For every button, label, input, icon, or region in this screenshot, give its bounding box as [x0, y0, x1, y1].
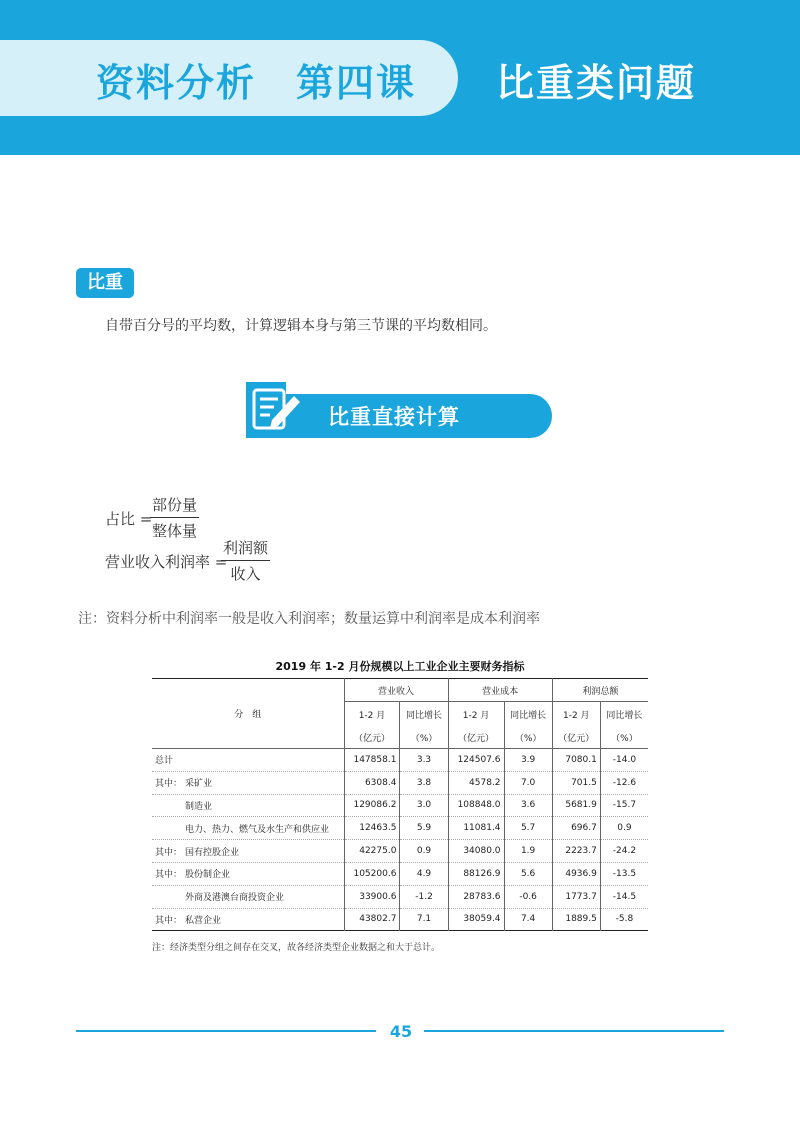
- row-value: 42275.0: [344, 840, 400, 863]
- row-value: 2223.7: [552, 840, 600, 863]
- row-label: 采矿业: [185, 779, 213, 790]
- formula-margin-lhs: 营业收入利润率 =: [105, 553, 228, 571]
- row-category: [152, 885, 344, 908]
- row-value: 5.9: [400, 817, 448, 840]
- sub-header: 1-2 月: [552, 702, 600, 727]
- row-value: 7.4: [504, 908, 552, 931]
- row-value: -15.7: [600, 794, 648, 817]
- page-number: 45: [389, 1022, 413, 1041]
- row-value: 696.7: [552, 817, 600, 840]
- row-value: -14.5: [600, 885, 648, 908]
- row-value: -0.6: [504, 885, 552, 908]
- profit-rate-note: 注：资料分析中利润率一般是收入利润率；数量运算中利润率是成本利润率: [78, 611, 540, 627]
- row-value: 1773.7: [552, 885, 600, 908]
- row-label: 电力、热力、燃气及水生产和供应业: [185, 824, 330, 835]
- row-value: -5.8: [600, 908, 648, 931]
- row-value: 6308.4: [344, 771, 400, 794]
- row-value: 88126.9: [448, 862, 504, 885]
- row-value: 4.9: [400, 862, 448, 885]
- row-category: [152, 908, 344, 931]
- row-value: -14.0: [600, 749, 648, 772]
- footer-line-left: [76, 1030, 376, 1032]
- row-value: -12.6: [600, 771, 648, 794]
- row-prefix: 其中：: [155, 779, 183, 790]
- row-value: -1.2: [400, 885, 448, 908]
- row-value: 3.6: [504, 794, 552, 817]
- row-value: 7080.1: [552, 749, 600, 772]
- row-value: 3.8: [400, 771, 448, 794]
- table-row: [152, 862, 648, 885]
- group-header: 营业成本: [448, 679, 552, 702]
- row-label: 制造业: [185, 801, 213, 812]
- row-value: 129086.2: [344, 794, 400, 817]
- row-value: 7.0: [504, 771, 552, 794]
- table-footnote: 注：经济类型分组之间存在交叉，故各经济类型企业数据之和大于总计。: [152, 943, 441, 953]
- table-row: [152, 840, 648, 863]
- section-intro: 自带百分号的平均数，计算逻辑本身与第三节课的平均数相同。: [105, 318, 497, 334]
- financial-table: [152, 678, 648, 931]
- header-subject-lesson: [96, 52, 416, 104]
- unit-header: （亿元）: [552, 727, 600, 749]
- row-value: 3.3: [400, 749, 448, 772]
- unit-header: （%）: [600, 727, 648, 749]
- row-label: 股份制企业: [185, 870, 231, 881]
- subsection-title: 比重直接计算: [328, 405, 460, 429]
- table-title: 2019 年 1-2 月份规模以上工业企业主要财务指标: [275, 660, 525, 673]
- row-value: 0.9: [600, 817, 648, 840]
- formula-margin-fraction: [221, 537, 270, 584]
- row-value: 701.5: [552, 771, 600, 794]
- row-value: 1889.5: [552, 908, 600, 931]
- row-value: 5.7: [504, 817, 552, 840]
- row-label: 国有控股企业: [185, 847, 240, 858]
- group-header: 利润总额: [552, 679, 648, 702]
- table-row: [152, 771, 648, 794]
- row-value: 33900.6: [344, 885, 400, 908]
- row-label: 私营企业: [185, 915, 222, 926]
- row-value: 4936.9: [552, 862, 600, 885]
- row-value: 3.9: [504, 749, 552, 772]
- row-label: 外商及港澳台商投资企业: [185, 893, 285, 904]
- table-row: [152, 817, 648, 840]
- row-category: [152, 749, 344, 772]
- row-value: 5681.9: [552, 794, 600, 817]
- row-value: 11081.4: [448, 817, 504, 840]
- table-row: [152, 908, 648, 931]
- unit-header: （亿元）: [344, 727, 400, 749]
- row-value: 124507.6: [448, 749, 504, 772]
- formula-margin-numerator: 利润额: [221, 537, 270, 561]
- group-header: 营业收入: [344, 679, 448, 702]
- pencil-note-icon: [250, 382, 306, 438]
- row-value: 105200.6: [344, 862, 400, 885]
- row-value: 3.0: [400, 794, 448, 817]
- table-row: [152, 794, 648, 817]
- unit-header: （%）: [504, 727, 552, 749]
- row-value: 4578.2: [448, 771, 504, 794]
- row-category: [152, 862, 344, 885]
- row-value: 7.1: [400, 908, 448, 931]
- row-value: -24.2: [600, 840, 648, 863]
- formula-share-numerator: 部份量: [150, 494, 199, 518]
- unit-header: （亿元）: [448, 727, 504, 749]
- formula-share-denominator: 整体量: [152, 522, 198, 540]
- footer-line-right: [424, 1030, 724, 1032]
- row-prefix: 其中：: [155, 847, 183, 858]
- table-row: [152, 749, 648, 772]
- row-category: [152, 840, 344, 863]
- row-prefix: 总计: [155, 756, 174, 767]
- row-value: 5.6: [504, 862, 552, 885]
- row-category: [152, 771, 344, 794]
- row-prefix: 其中：: [155, 870, 183, 881]
- row-value: 147858.1: [344, 749, 400, 772]
- header-subject: 资料分析: [96, 61, 257, 105]
- sub-header: 同比增长: [504, 702, 552, 727]
- unit-header: （%）: [400, 727, 448, 749]
- row-value: 108848.0: [448, 794, 504, 817]
- row-category: [152, 817, 344, 840]
- row-value: 1.9: [504, 840, 552, 863]
- row-value: 34080.0: [448, 840, 504, 863]
- header-topic: 比重类问题: [496, 61, 697, 105]
- table-body: [152, 749, 648, 931]
- row-prefix: 其中：: [155, 915, 183, 926]
- category-header: 分 组: [152, 679, 344, 749]
- section-tag: 比重: [76, 268, 134, 298]
- formula-share-fraction: [150, 494, 199, 541]
- sub-header: 同比增长: [600, 702, 648, 727]
- row-value: -13.5: [600, 862, 648, 885]
- formula-share-lhs: 占比 =: [105, 510, 153, 528]
- formula-margin-denominator: 收入: [230, 565, 261, 583]
- sub-header: 同比增长: [400, 702, 448, 727]
- row-value: 43802.7: [344, 908, 400, 931]
- row-value: 12463.5: [344, 817, 400, 840]
- table-row: [152, 885, 648, 908]
- row-value: 0.9: [400, 840, 448, 863]
- sub-header: 1-2 月: [344, 702, 400, 727]
- sub-header: 1-2 月: [448, 702, 504, 727]
- row-value: 38059.4: [448, 908, 504, 931]
- row-category: [152, 794, 344, 817]
- row-value: 28783.6: [448, 885, 504, 908]
- header-lesson: 第四课: [296, 61, 417, 105]
